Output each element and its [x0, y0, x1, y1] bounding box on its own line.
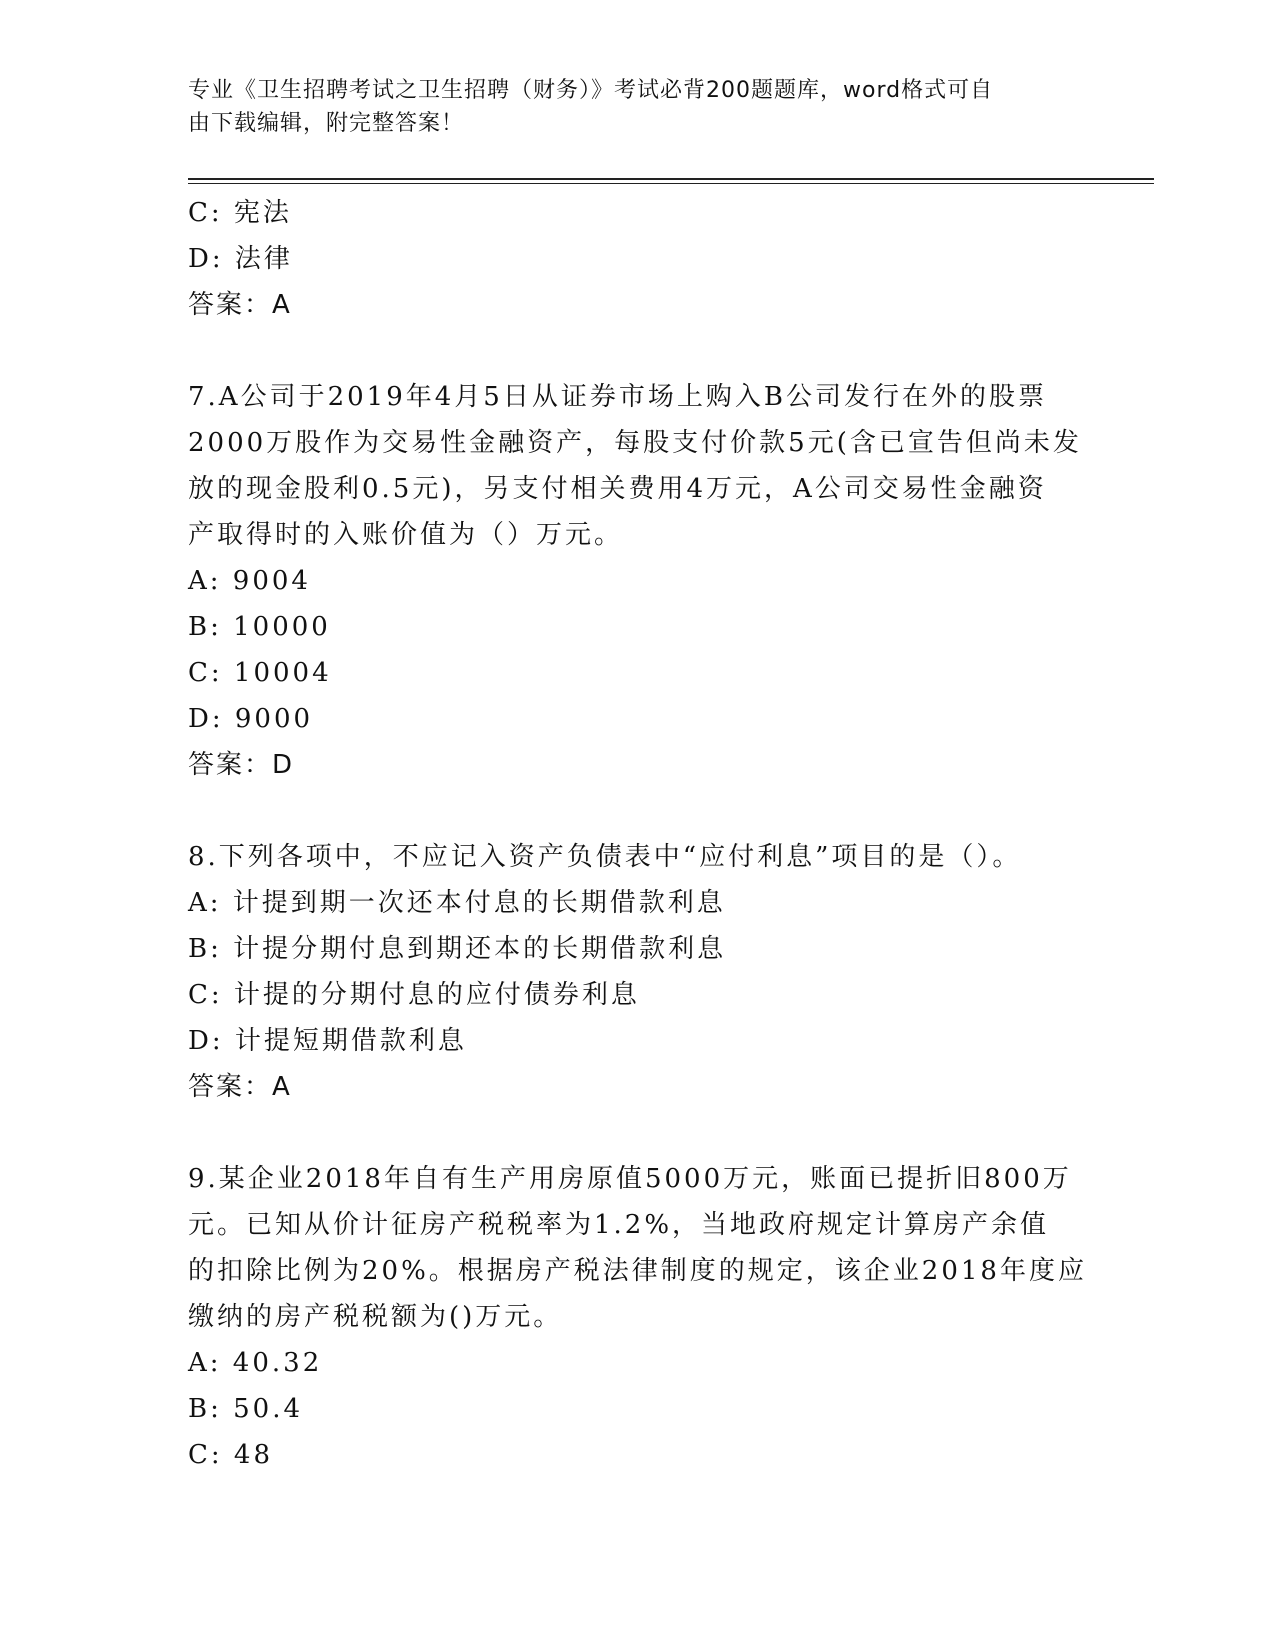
spacer [188, 328, 1088, 374]
answer-line: 答案：D [188, 750, 295, 780]
question-stem-line: 放的现金股利0.5元)，另支付相关费用4万元，A公司交易性金融资 [188, 474, 1047, 504]
option-d: D: 计提短期借款利息 [188, 1026, 467, 1056]
option-b: B: 50.4 [188, 1394, 304, 1424]
option-b: B: 10000 [188, 612, 331, 642]
option-d: D: 法律 [188, 244, 293, 274]
question-stem-line: 缴纳的房产税税额为()万元。 [188, 1302, 563, 1332]
question-stem-line: 2000万股作为交易性金融资产，每股支付价款5元(含已宣告但尚未发 [188, 428, 1082, 458]
question-stem-line: 产取得时的入账价值为（）万元。 [188, 520, 624, 550]
question-stem-line: 9.某企业2018年自有生产用房原值5000万元，账面已提折旧800万 [188, 1164, 1072, 1194]
answer-line: 答案：A [188, 1072, 292, 1102]
option-c: C: 计提的分期付息的应付债券利息 [188, 980, 640, 1010]
option-a: A: 计提到期一次还本付息的长期借款利息 [188, 888, 726, 918]
header-divider-thick [188, 178, 1154, 180]
option-a: A: 9004 [188, 566, 311, 596]
header-line-1: 专业《卫生招聘考试之卫生招聘（财务）》考试必背200题题库，word格式可自 [188, 78, 994, 103]
question-9 [188, 1156, 1088, 1478]
question-stem-line: 7.A公司于2019年4月5日从证券市场上购入B公司发行在外的股票 [188, 382, 1047, 412]
carry-over-block [188, 190, 1088, 328]
document-header [188, 74, 1068, 140]
option-d: D: 9000 [188, 704, 314, 734]
option-b: B: 计提分期付息到期还本的长期借款利息 [188, 934, 727, 964]
question-stem-line: 8.下列各项中，不应记入资产负债表中“应付利息”项目的是（）。 [188, 842, 1022, 872]
header-divider-thin [188, 183, 1154, 184]
question-stem-line: 元。已知从价计征房产税税率为1.2%，当地政府规定计算房产余值 [188, 1210, 1050, 1240]
option-c: C: 10004 [188, 658, 332, 688]
question-stem-line: 的扣除比例为20%。根据房产税法律制度的规定，该企业2018年度应 [188, 1256, 1087, 1286]
option-c: C: 48 [188, 1440, 274, 1470]
question-8 [188, 834, 1088, 1110]
option-c: C: 宪法 [188, 198, 292, 228]
question-list [188, 190, 1088, 1478]
option-a: A: 40.32 [188, 1348, 323, 1378]
answer-line: 答案：A [188, 290, 292, 320]
spacer [188, 1110, 1088, 1156]
header-line-2: 由下载编辑，附完整答案！ [188, 111, 465, 136]
question-7 [188, 374, 1088, 788]
spacer [188, 788, 1088, 834]
